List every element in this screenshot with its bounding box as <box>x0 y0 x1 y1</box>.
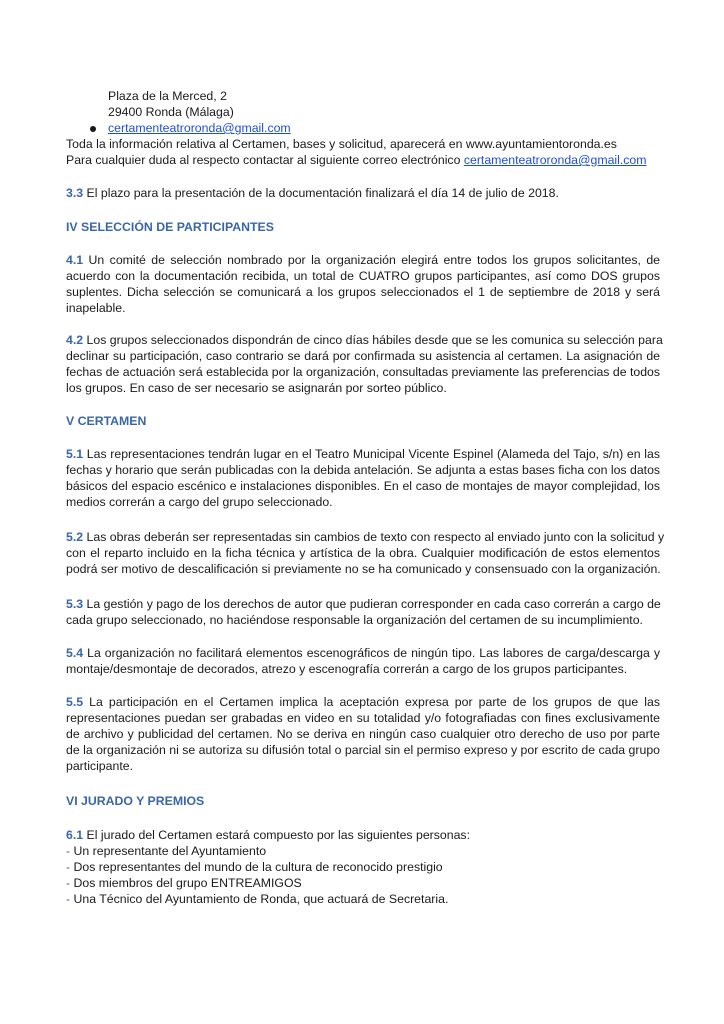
section-number: 5.4 <box>66 646 84 660</box>
dash-marker: - <box>66 860 74 874</box>
contact-text: Para cualquier duda al respecto contactar al siguiente correo electrónico <box>66 153 464 167</box>
paragraph-line: declinar su participación, caso contrario se dará por confirmada su asistencia al certamen. La asignación de <box>66 349 660 363</box>
section-number: 5.2 <box>66 530 84 544</box>
paragraph-line: 5.2 Las obras deberán ser representadas sin cambios de texto con respecto al enviado junto con la solicitud y <box>66 530 665 544</box>
section-number: 6.1 <box>66 828 84 842</box>
paragraph-line: acuerdo con la documentación recibida, un total de CUATRO grupos participantes, así como DOS grupos <box>66 269 660 283</box>
paragraph-line: inapelable. <box>66 301 126 315</box>
paragraph-line: 5.5 La participación en el Certamen implica la aceptación expresa por parte de los grupos de que las <box>66 695 660 709</box>
dash-marker: - <box>66 892 74 906</box>
paragraph-line: 4.2 Los grupos seleccionados dispondrán de cinco días hábiles desde que se les comunica su selección para <box>66 333 663 347</box>
paragraph-line: 5.1 Las representaciones tendrán lugar en el Teatro Municipal Vicente Espinel (Alameda del Tajo, s/n) en las <box>66 447 660 461</box>
section-4-1 <box>66 252 660 316</box>
section-number: 5.1 <box>66 447 84 461</box>
heading-iv: IV SELECCIÓN DE PARTICIPANTES <box>66 220 274 234</box>
paragraph-line: de la organización ni se autoriza su difusión total o parcial sin el permiso expreso y por escrito de cada grupo <box>66 743 660 757</box>
paragraph-line: 4.1 Un comité de selección nombrado por la organización elegirá entre todos los grupos solicitantes, de <box>66 253 660 267</box>
paragraph-line: de archivo y publicidad del certamen. No se deriva en ningún caso cualquier otro derecho de uso por parte <box>66 727 660 741</box>
section-number: 4.1 <box>66 253 84 267</box>
section-3-3 <box>66 185 559 201</box>
bullet-icon <box>90 126 96 132</box>
section-number: 4.2 <box>66 333 84 347</box>
paragraph-line: suplentes. Dicha selección se comunicará a los grupos seleccionados el 1 de septiembre de 2018 y será <box>66 285 660 299</box>
paragraph-line: montaje/desmontaje de decorados, atrezo y escenografía correrán a cargo de los grupos participantes. <box>66 662 628 676</box>
section-5-2 <box>66 529 665 577</box>
section-5-1 <box>66 446 660 510</box>
paragraph-line: los grupos. En caso de ser necesario se asignarán por sorteo público. <box>66 381 447 395</box>
jury-list-item: - Dos miembros del grupo ENTREAMIGOS <box>66 876 302 890</box>
section-text: El jurado del Certamen estará compuesto por las siguientes personas: <box>83 828 470 842</box>
address-line-2: 29400 Ronda (Málaga) <box>108 105 234 119</box>
paragraph-line: 5.4 La organización no facilitará elementos escenográficos de ningún tipo. Las labores de carga/descarga y <box>66 646 660 660</box>
paragraph-line: cada grupo seleccionado, no haciéndose responsable la organización del certamen de su incumplimiento. <box>66 613 643 627</box>
dash-marker: - <box>66 876 74 890</box>
paragraph-line: participante. <box>66 759 133 773</box>
section-number: 5.3 <box>66 597 84 611</box>
paragraph-line: 5.3 La gestión y pago de los derechos de autor que pudieran corresponder en cada caso correrán a cargo de <box>66 597 661 611</box>
dash-marker: - <box>66 844 74 858</box>
email-link-contact[interactable]: certamenteatroronda@gmail.com <box>463 153 647 167</box>
address-line-1: Plaza de la Merced, 2 <box>108 89 227 103</box>
section-text: El plazo para la presentación de la documentación finalizará el día 14 de julio de 2018. <box>83 186 559 200</box>
paragraph-line: con el reparto incluido en la ficha técnica y artística de la obra. Cualquier modificación de estos elementos <box>66 546 660 560</box>
paragraph-line: medios correrán a cargo del grupo seleccionado. <box>66 495 333 509</box>
paragraph-line: fechas de actuación será establecida por la organización, consultadas previamente las preferencias de todos <box>66 365 661 379</box>
contact-line <box>66 152 647 168</box>
jury-list-item: - Una Técnico del Ayuntamiento de Ronda, que actuará de Secretaria. <box>66 892 449 906</box>
section-number: 5.5 <box>66 695 84 709</box>
section-number: 3.3 <box>66 186 84 200</box>
paragraph-line: representaciones puedan ser grabadas en video en su totalidad y/o fotografiadas con fines exclusivamente <box>66 711 660 725</box>
heading-v: V CERTAMEN <box>66 414 147 428</box>
section-4-2 <box>66 332 663 396</box>
section-5-4 <box>66 645 660 677</box>
jury-list-item: - Dos representantes del mundo de la cultura de reconocido prestigio <box>66 860 443 874</box>
paragraph-line: básicos del espacio escénico e instalaciones disponibles. En el caso de montajes de mayor complejidad, los <box>66 479 660 493</box>
section-5-5 <box>66 694 660 774</box>
info-line: Toda la información relativa al Certamen, bases y solicitud, aparecerá en www.ayuntamientoronda.es <box>66 137 617 151</box>
paragraph-line: podrá ser motivo de descalificación si previamente no se ha comunicado y consensuado con la organización. <box>66 562 661 576</box>
section-5-3 <box>66 596 660 628</box>
paragraph-line: fechas y horario que serán publicadas con la debida antelación. Se adjunta a estas bases ficha con los datos <box>66 463 661 477</box>
section-6-1 <box>66 827 470 843</box>
jury-list-item: - Un representante del Ayuntamiento <box>66 844 267 858</box>
heading-vi: VI JURADO Y PREMIOS <box>66 794 205 808</box>
email-link-bullet[interactable]: certamenteatroronda@gmail.com <box>108 121 291 135</box>
